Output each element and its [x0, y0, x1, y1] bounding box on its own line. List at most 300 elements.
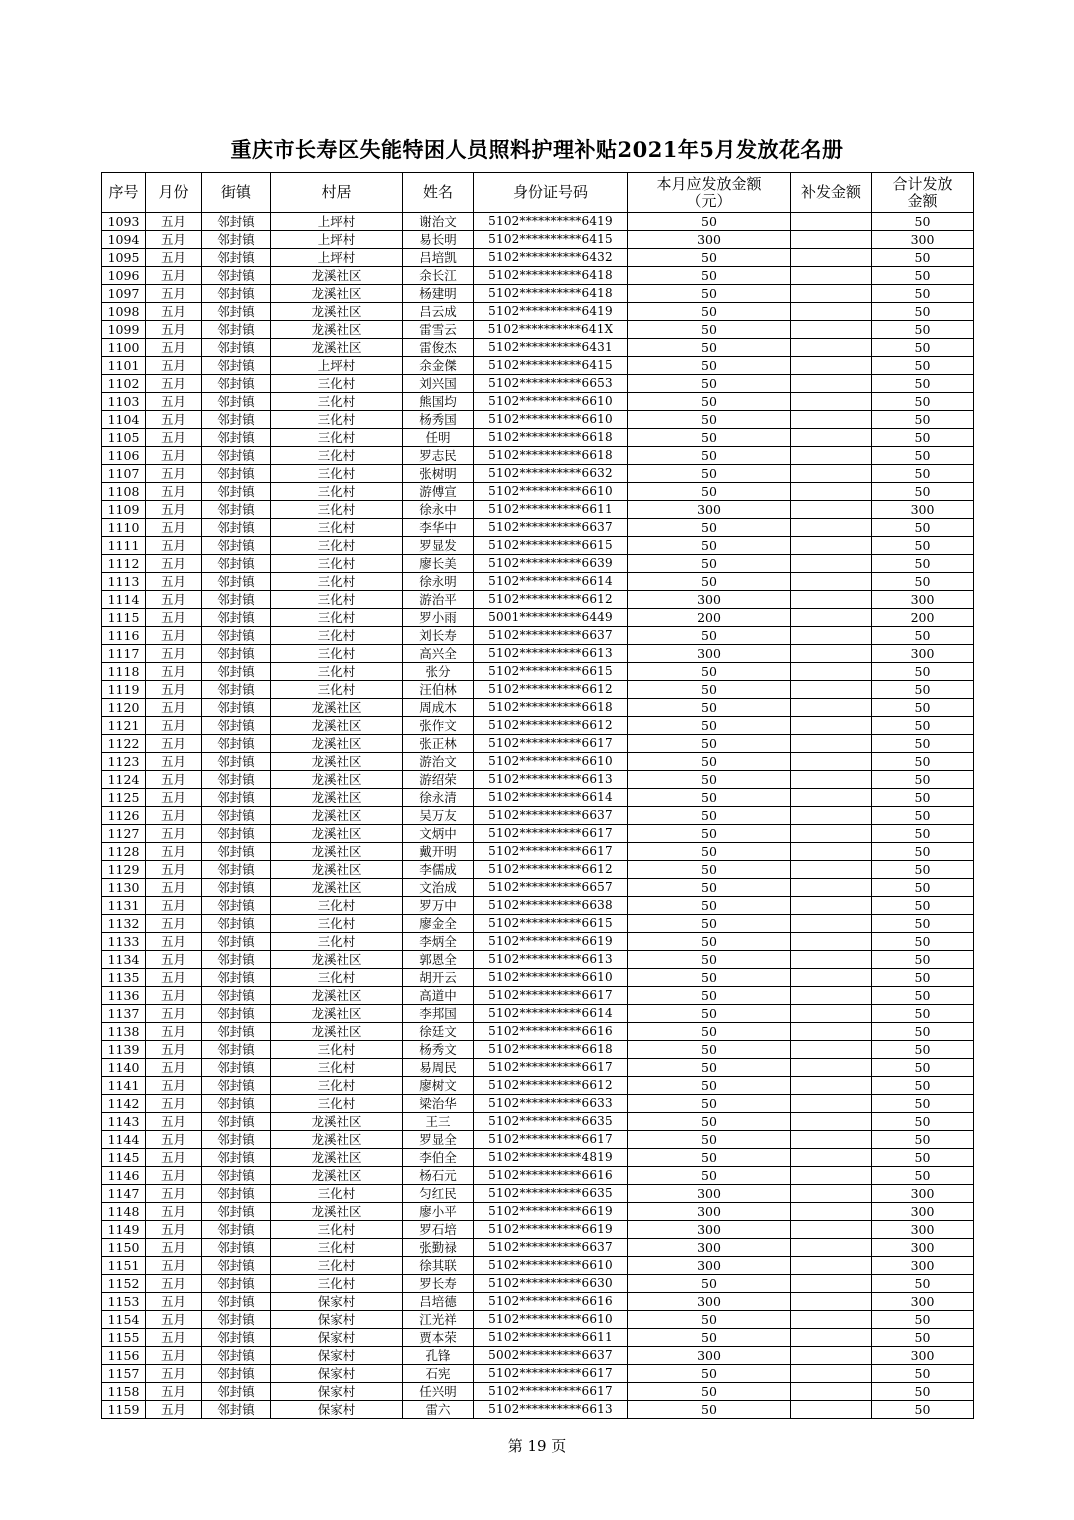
table-row	[102, 303, 974, 321]
row-name: 梁治华	[403, 1095, 474, 1113]
row-supplement	[791, 1329, 872, 1347]
table-row	[102, 699, 974, 717]
row-supplement	[791, 339, 872, 357]
row-month: 五月	[146, 699, 202, 717]
row-month: 五月	[146, 789, 202, 807]
row-name: 张勤禄	[403, 1239, 474, 1257]
row-month: 五月	[146, 951, 202, 969]
header-month: 月份	[146, 173, 202, 213]
row-supplement	[791, 771, 872, 789]
row-village: 三化村	[271, 447, 403, 465]
row-supplement	[791, 1005, 872, 1023]
row-amount: 50	[628, 1113, 791, 1131]
row-name: 徐永中	[403, 501, 474, 519]
table-row	[102, 951, 974, 969]
row-month: 五月	[146, 1149, 202, 1167]
row-name: 徐永明	[403, 573, 474, 591]
row-id: 5102**********6616	[474, 1293, 628, 1311]
row-id: 5102**********6637	[474, 1239, 628, 1257]
row-no: 1155	[102, 1329, 146, 1347]
row-amount: 50	[628, 915, 791, 933]
row-town: 邻封镇	[202, 1041, 271, 1059]
row-name: 罗石培	[403, 1221, 474, 1239]
row-town: 邻封镇	[202, 339, 271, 357]
row-month: 五月	[146, 843, 202, 861]
row-name: 罗万中	[403, 897, 474, 915]
row-id: 5102**********6610	[474, 483, 628, 501]
header-total	[872, 173, 974, 213]
row-amount: 50	[628, 357, 791, 375]
table-row	[102, 627, 974, 645]
row-amount: 50	[628, 537, 791, 555]
row-month: 五月	[146, 807, 202, 825]
row-town: 邻封镇	[202, 897, 271, 915]
row-total: 300	[872, 1347, 974, 1365]
row-name: 罗长寿	[403, 1275, 474, 1293]
row-name: 余金傑	[403, 357, 474, 375]
row-total: 50	[872, 213, 974, 231]
row-town: 邻封镇	[202, 933, 271, 951]
row-no: 1106	[102, 447, 146, 465]
row-town: 邻封镇	[202, 1275, 271, 1293]
row-total: 50	[872, 987, 974, 1005]
row-supplement	[791, 321, 872, 339]
row-total: 50	[872, 861, 974, 879]
row-no: 1157	[102, 1365, 146, 1383]
row-month: 五月	[146, 915, 202, 933]
row-village: 龙溪社区	[271, 951, 403, 969]
row-no: 1094	[102, 231, 146, 249]
row-no: 1122	[102, 735, 146, 753]
table-row	[102, 753, 974, 771]
roster-table	[101, 172, 974, 1419]
table-row	[102, 501, 974, 519]
row-name: 郭恩全	[403, 951, 474, 969]
row-village: 龙溪社区	[271, 303, 403, 321]
row-town: 邻封镇	[202, 555, 271, 573]
row-id: 5102**********6613	[474, 645, 628, 663]
row-no: 1131	[102, 897, 146, 915]
row-amount: 50	[628, 897, 791, 915]
row-village: 龙溪社区	[271, 825, 403, 843]
row-id: 5102**********6635	[474, 1185, 628, 1203]
row-id: 5102**********6615	[474, 915, 628, 933]
row-village: 三化村	[271, 465, 403, 483]
row-name: 张分	[403, 663, 474, 681]
row-amount: 50	[628, 1149, 791, 1167]
row-no: 1108	[102, 483, 146, 501]
row-supplement	[791, 861, 872, 879]
row-total: 50	[872, 393, 974, 411]
table-row	[102, 411, 974, 429]
row-town: 邻封镇	[202, 1059, 271, 1077]
row-total: 300	[872, 591, 974, 609]
row-no: 1098	[102, 303, 146, 321]
row-amount: 50	[628, 663, 791, 681]
row-id: 5102**********6612	[474, 717, 628, 735]
row-town: 邻封镇	[202, 375, 271, 393]
row-total: 50	[872, 735, 974, 753]
row-supplement	[791, 519, 872, 537]
row-month: 五月	[146, 969, 202, 987]
row-total: 50	[872, 1167, 974, 1185]
row-id: 5102**********6633	[474, 1095, 628, 1113]
row-month: 五月	[146, 303, 202, 321]
row-month: 五月	[146, 1113, 202, 1131]
row-name: 廖小平	[403, 1203, 474, 1221]
row-name: 李伯全	[403, 1149, 474, 1167]
row-total: 50	[872, 807, 974, 825]
row-town: 邻封镇	[202, 1113, 271, 1131]
row-month: 五月	[146, 1005, 202, 1023]
row-town: 邻封镇	[202, 1167, 271, 1185]
row-no: 1104	[102, 411, 146, 429]
row-month: 五月	[146, 375, 202, 393]
row-id: 5102**********6431	[474, 339, 628, 357]
row-supplement	[791, 483, 872, 501]
row-name: 胡开云	[403, 969, 474, 987]
table-row	[102, 861, 974, 879]
header-town: 街镇	[202, 173, 271, 213]
row-month: 五月	[146, 897, 202, 915]
table-row	[102, 213, 974, 231]
row-month: 五月	[146, 1401, 202, 1419]
row-town: 邻封镇	[202, 249, 271, 267]
row-id: 5102**********6613	[474, 771, 628, 789]
row-town: 邻封镇	[202, 411, 271, 429]
table-row	[102, 555, 974, 573]
row-amount: 50	[628, 789, 791, 807]
row-month: 五月	[146, 627, 202, 645]
row-month: 五月	[146, 411, 202, 429]
row-town: 邻封镇	[202, 1185, 271, 1203]
table-row	[102, 1005, 974, 1023]
row-town: 邻封镇	[202, 663, 271, 681]
row-village: 上坪村	[271, 213, 403, 231]
row-month: 五月	[146, 213, 202, 231]
row-no: 1111	[102, 537, 146, 555]
row-month: 五月	[146, 501, 202, 519]
row-id: 5002**********6637	[474, 1347, 628, 1365]
row-total: 50	[872, 771, 974, 789]
row-amount: 50	[628, 519, 791, 537]
row-supplement	[791, 1113, 872, 1131]
row-month: 五月	[146, 1185, 202, 1203]
row-id: 5102**********6415	[474, 357, 628, 375]
row-no: 1095	[102, 249, 146, 267]
row-id: 5102**********6637	[474, 627, 628, 645]
row-supplement	[791, 1167, 872, 1185]
row-no: 1133	[102, 933, 146, 951]
row-no: 1150	[102, 1239, 146, 1257]
row-no: 1149	[102, 1221, 146, 1239]
row-month: 五月	[146, 771, 202, 789]
table-row	[102, 591, 974, 609]
row-month: 五月	[146, 519, 202, 537]
row-village: 三化村	[271, 663, 403, 681]
row-town: 邻封镇	[202, 591, 271, 609]
row-village: 三化村	[271, 1275, 403, 1293]
table-row	[102, 1311, 974, 1329]
row-village: 三化村	[271, 1257, 403, 1275]
row-no: 1138	[102, 1023, 146, 1041]
row-name: 刘兴国	[403, 375, 474, 393]
row-amount: 50	[628, 1311, 791, 1329]
row-town: 邻封镇	[202, 1131, 271, 1149]
row-town: 邻封镇	[202, 915, 271, 933]
row-town: 邻封镇	[202, 1293, 271, 1311]
row-village: 龙溪社区	[271, 339, 403, 357]
row-name: 任兴明	[403, 1383, 474, 1401]
row-village: 三化村	[271, 573, 403, 591]
row-name: 刘长寿	[403, 627, 474, 645]
row-village: 上坪村	[271, 357, 403, 375]
row-village: 三化村	[271, 609, 403, 627]
table-row	[102, 465, 974, 483]
row-month: 五月	[146, 1293, 202, 1311]
row-total: 50	[872, 1023, 974, 1041]
row-month: 五月	[146, 987, 202, 1005]
row-name: 雷俊杰	[403, 339, 474, 357]
table-row	[102, 1131, 974, 1149]
row-village: 三化村	[271, 537, 403, 555]
row-village: 龙溪社区	[271, 699, 403, 717]
row-supplement	[791, 987, 872, 1005]
row-town: 邻封镇	[202, 447, 271, 465]
row-total: 50	[872, 753, 974, 771]
row-village: 三化村	[271, 375, 403, 393]
row-town: 邻封镇	[202, 285, 271, 303]
row-month: 五月	[146, 1059, 202, 1077]
row-no: 1115	[102, 609, 146, 627]
row-town: 邻封镇	[202, 573, 271, 591]
row-total: 300	[872, 1257, 974, 1275]
row-no: 1099	[102, 321, 146, 339]
row-total: 50	[872, 465, 974, 483]
row-supplement	[791, 1095, 872, 1113]
row-village: 三化村	[271, 1095, 403, 1113]
row-total: 50	[872, 1383, 974, 1401]
row-supplement	[791, 1347, 872, 1365]
row-village: 三化村	[271, 933, 403, 951]
row-amount: 50	[628, 771, 791, 789]
row-amount: 50	[628, 717, 791, 735]
document-title: 重庆市长寿区失能特困人员照料护理补贴2021年5月发放花名册	[230, 137, 844, 162]
row-id: 5102**********6617	[474, 987, 628, 1005]
table-row	[102, 357, 974, 375]
row-total: 50	[872, 1365, 974, 1383]
row-no: 1124	[102, 771, 146, 789]
row-no: 1103	[102, 393, 146, 411]
table-body	[102, 213, 974, 1419]
row-no: 1140	[102, 1059, 146, 1077]
row-name: 罗显发	[403, 537, 474, 555]
row-id: 5102**********6610	[474, 1257, 628, 1275]
row-amount: 50	[628, 321, 791, 339]
row-amount: 50	[628, 825, 791, 843]
row-town: 邻封镇	[202, 303, 271, 321]
row-month: 五月	[146, 483, 202, 501]
row-amount: 50	[628, 1005, 791, 1023]
row-no: 1142	[102, 1095, 146, 1113]
row-village: 龙溪社区	[271, 843, 403, 861]
row-name: 杨秀国	[403, 411, 474, 429]
row-amount: 50	[628, 627, 791, 645]
table-row	[102, 879, 974, 897]
row-total: 50	[872, 969, 974, 987]
row-month: 五月	[146, 1329, 202, 1347]
table-row	[102, 537, 974, 555]
row-village: 龙溪社区	[271, 1131, 403, 1149]
row-town: 邻封镇	[202, 1329, 271, 1347]
row-village: 龙溪社区	[271, 1005, 403, 1023]
row-supplement	[791, 699, 872, 717]
row-town: 邻封镇	[202, 1239, 271, 1257]
row-name: 罗小雨	[403, 609, 474, 627]
row-total: 50	[872, 699, 974, 717]
row-name: 李华中	[403, 519, 474, 537]
row-total: 50	[872, 1059, 974, 1077]
header-amount-line2: （元）	[686, 191, 732, 210]
row-month: 五月	[146, 1311, 202, 1329]
row-amount: 50	[628, 969, 791, 987]
row-name: 李儒成	[403, 861, 474, 879]
row-amount: 50	[628, 1167, 791, 1185]
table-row	[102, 1023, 974, 1041]
row-no: 1097	[102, 285, 146, 303]
row-no: 1125	[102, 789, 146, 807]
row-no: 1120	[102, 699, 146, 717]
row-total: 50	[872, 1329, 974, 1347]
row-village: 龙溪社区	[271, 1203, 403, 1221]
table-row	[102, 609, 974, 627]
row-supplement	[791, 1221, 872, 1239]
row-supplement	[791, 591, 872, 609]
table-row	[102, 1239, 974, 1257]
row-town: 邻封镇	[202, 321, 271, 339]
row-no: 1143	[102, 1113, 146, 1131]
row-village: 三化村	[271, 1221, 403, 1239]
row-town: 邻封镇	[202, 429, 271, 447]
row-total: 50	[872, 1095, 974, 1113]
row-no: 1132	[102, 915, 146, 933]
row-town: 邻封镇	[202, 267, 271, 285]
row-no: 1158	[102, 1383, 146, 1401]
row-supplement	[791, 1077, 872, 1095]
row-supplement	[791, 555, 872, 573]
table-row	[102, 987, 974, 1005]
row-town: 邻封镇	[202, 627, 271, 645]
row-no: 1145	[102, 1149, 146, 1167]
row-no: 1126	[102, 807, 146, 825]
row-village: 保家村	[271, 1293, 403, 1311]
row-no: 1153	[102, 1293, 146, 1311]
row-amount: 50	[628, 1329, 791, 1347]
row-no: 1130	[102, 879, 146, 897]
row-id: 5102**********6619	[474, 1203, 628, 1221]
row-supplement	[791, 1311, 872, 1329]
row-village: 三化村	[271, 1041, 403, 1059]
row-name: 雷六	[403, 1401, 474, 1419]
row-month: 五月	[146, 1095, 202, 1113]
row-month: 五月	[146, 393, 202, 411]
row-no: 1100	[102, 339, 146, 357]
header-total-line2: 金额	[907, 191, 938, 210]
table-row	[102, 249, 974, 267]
row-total: 50	[872, 951, 974, 969]
row-total: 50	[872, 285, 974, 303]
row-amount: 300	[628, 1239, 791, 1257]
row-town: 邻封镇	[202, 861, 271, 879]
row-amount: 50	[628, 447, 791, 465]
table-row	[102, 1221, 974, 1239]
row-supplement	[791, 825, 872, 843]
table-row	[102, 447, 974, 465]
table-row	[102, 285, 974, 303]
row-name: 吕培德	[403, 1293, 474, 1311]
row-supplement	[791, 429, 872, 447]
row-town: 邻封镇	[202, 1005, 271, 1023]
row-month: 五月	[146, 1077, 202, 1095]
row-town: 邻封镇	[202, 879, 271, 897]
row-no: 1116	[102, 627, 146, 645]
row-village: 三化村	[271, 897, 403, 915]
row-supplement	[791, 537, 872, 555]
row-village: 龙溪社区	[271, 717, 403, 735]
row-no: 1135	[102, 969, 146, 987]
row-total: 50	[872, 267, 974, 285]
row-amount: 50	[628, 753, 791, 771]
row-village: 龙溪社区	[271, 861, 403, 879]
row-amount: 300	[628, 645, 791, 663]
row-town: 邻封镇	[202, 609, 271, 627]
row-no: 1102	[102, 375, 146, 393]
table-row	[102, 1365, 974, 1383]
table-row	[102, 1041, 974, 1059]
table-row	[102, 717, 974, 735]
header-name: 姓名	[403, 173, 474, 213]
row-amount: 300	[628, 1257, 791, 1275]
row-no: 1147	[102, 1185, 146, 1203]
row-town: 邻封镇	[202, 717, 271, 735]
row-amount: 50	[628, 843, 791, 861]
row-village: 龙溪社区	[271, 267, 403, 285]
row-supplement	[791, 879, 872, 897]
row-supplement	[791, 1401, 872, 1419]
row-village: 三化村	[271, 483, 403, 501]
row-village: 三化村	[271, 969, 403, 987]
row-village: 三化村	[271, 1239, 403, 1257]
row-amount: 50	[628, 1077, 791, 1095]
row-village: 三化村	[271, 1185, 403, 1203]
table-row	[102, 231, 974, 249]
table-row	[102, 1149, 974, 1167]
table-row	[102, 663, 974, 681]
row-supplement	[791, 1365, 872, 1383]
row-month: 五月	[146, 879, 202, 897]
row-name: 徐其联	[403, 1257, 474, 1275]
row-name: 匀红民	[403, 1185, 474, 1203]
row-total: 300	[872, 1185, 974, 1203]
row-total: 50	[872, 519, 974, 537]
row-village: 龙溪社区	[271, 321, 403, 339]
row-village: 龙溪社区	[271, 1167, 403, 1185]
row-amount: 50	[628, 735, 791, 753]
row-month: 五月	[146, 573, 202, 591]
row-total: 50	[872, 249, 974, 267]
table-row	[102, 573, 974, 591]
row-no: 1123	[102, 753, 146, 771]
